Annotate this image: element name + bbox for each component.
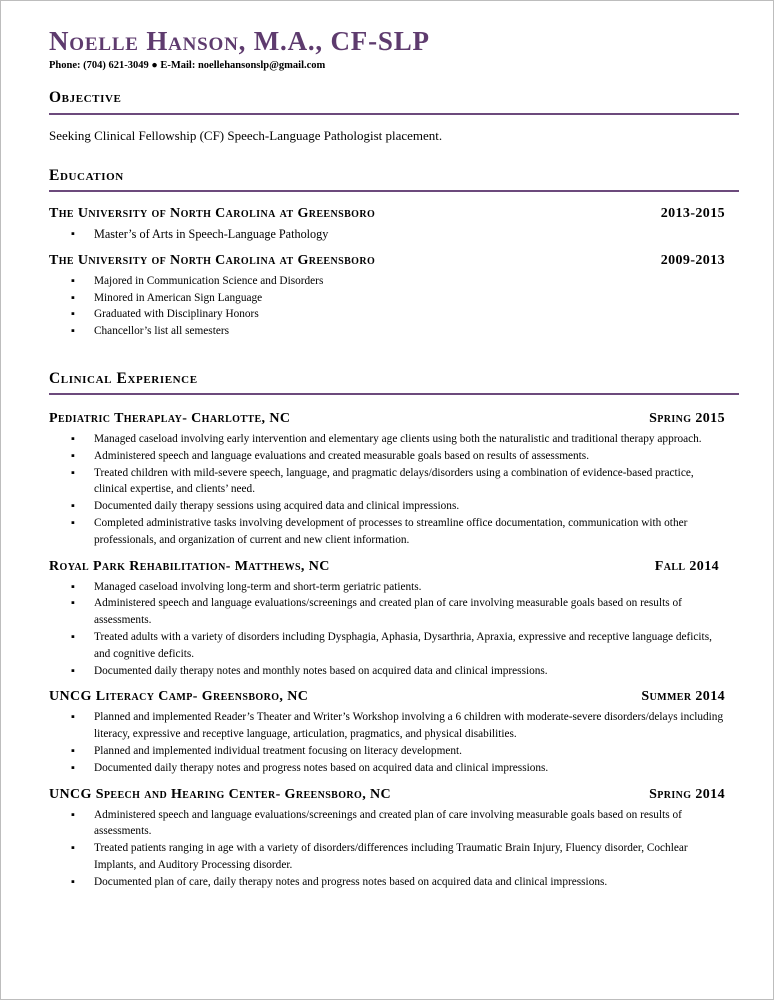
experience-duties [49,431,725,549]
experience-dates: Spring 2014 [649,786,725,802]
list-item: ▪ Managed caseload involving early intervention and elementary age clients using both the naturalistic and traditional therapy approach. [49,431,725,448]
experience-dates: Spring 2015 [649,410,725,426]
experience-entry [49,688,725,776]
objective-heading: Objective [49,89,122,106]
list-item: ▪ Master’s of Arts in Speech-Language Pathology [49,226,725,243]
section-divider [49,393,739,395]
list-item: ▪ Majored in Communication Science and Disorders [49,273,725,290]
experience-entry [49,558,725,680]
list-item: ▪ Treated children with mild-severe speech, language, and pragmatic delays/disorders using a combination of evidence-based practice, clinical expertise, and clients’ need. [49,465,725,499]
contact-line: Phone: (704) 621-3049 ● E-Mail: noellehansonslp@gmail.com [49,60,326,71]
education-heading: Education [49,167,124,184]
school-name: The University of North Carolina at Greensboro [49,252,376,268]
section-divider [49,190,739,192]
resume-content [49,25,725,891]
experience-entry [49,410,725,549]
experience-heading: Clinical Experience [49,369,198,387]
list-item: ▪ Minored in American Sign Language [49,290,725,307]
employer-name: UNCG Speech and Hearing Center- Greensboro, NC [49,786,392,802]
section-divider [49,113,739,115]
list-item: ▪ Documented daily therapy sessions using acquired data and clinical impressions. [49,498,725,515]
applicant-name: Noelle Hanson, M.A., CF-SLP [49,26,430,56]
experience-duties [49,709,725,776]
experience-dates: Fall 2014 [654,558,719,574]
list-item: ▪ Treated patients ranging in age with a variety of disorders/differences including Traumatic Brain Injury, Fluency disorder, Cochlear Implants, and Auditory Processing disorder. [49,840,725,874]
list-item: ▪ Documented daily therapy notes and progress notes based on acquired data and clinical impressions. [49,760,725,777]
list-item: ▪ Chancellor’s list all semesters [49,323,725,340]
list-item: ▪ Administered speech and language evaluations/screenings and created plan of care involving measurable goals based on results of assessments. [49,807,725,841]
list-item: ▪ Graduated with Disciplinary Honors [49,306,725,323]
school-name: The University of North Carolina at Greensboro [49,206,376,221]
list-item: ▪ Administered speech and language evaluations/screenings and created plan of care involving measurable goals based on results of assessments. [49,595,725,629]
employer-name: Pediatric Theraplay- Charlotte, NC [49,410,291,426]
experience-duties [49,579,725,680]
education-details [49,226,725,243]
list-item: ▪ Managed caseload involving long-term and short-term geriatric patients. [49,579,725,596]
education-entry [49,205,725,243]
education-details [49,273,725,340]
list-item: ▪ Administered speech and language evaluations and created measurable goals based on results of assessments. [49,448,725,465]
experience-entry [49,786,725,891]
experience-dates: Summer 2014 [641,689,725,705]
list-item: ▪ Planned and implemented Reader’s Theater and Writer’s Workshop involving a 6 children with moderate-severe disorders/delays including literacy, expressive and receptive language, articulation, pragmatics, and physical disabilities. [49,709,725,743]
list-item: ▪ Documented daily therapy notes and monthly notes based on acquired data and clinical impressions. [49,663,725,680]
employer-name: UNCG Literacy Camp- Greensboro, NC [49,689,309,705]
education-entry [49,252,725,340]
education-dates: 2009-2013 [660,252,725,268]
employer-name: Royal Park Rehabilitation- Matthews, NC [49,558,330,574]
list-item: ▪ Completed administrative tasks involving development of processes to streamline office documentation, communication with other professionals, and organization of current and new client information. [49,515,725,549]
list-item: ▪ Treated adults with a variety of disorders including Dysphagia, Aphasia, Dysarthria, Apraxia, expressive and receptive language deficits, and cognitive deficits. [49,629,725,663]
list-item: ▪ Planned and implemented individual treatment focusing on literacy development. [49,743,725,760]
list-item: ▪ Documented plan of care, daily therapy notes and progress notes based on acquired data and clinical impressions. [49,874,725,891]
objective-text: Seeking Clinical Fellowship (CF) Speech-Language Pathologist placement. [49,128,443,143]
education-dates: 2013-2015 [660,206,725,221]
experience-duties [49,807,725,891]
